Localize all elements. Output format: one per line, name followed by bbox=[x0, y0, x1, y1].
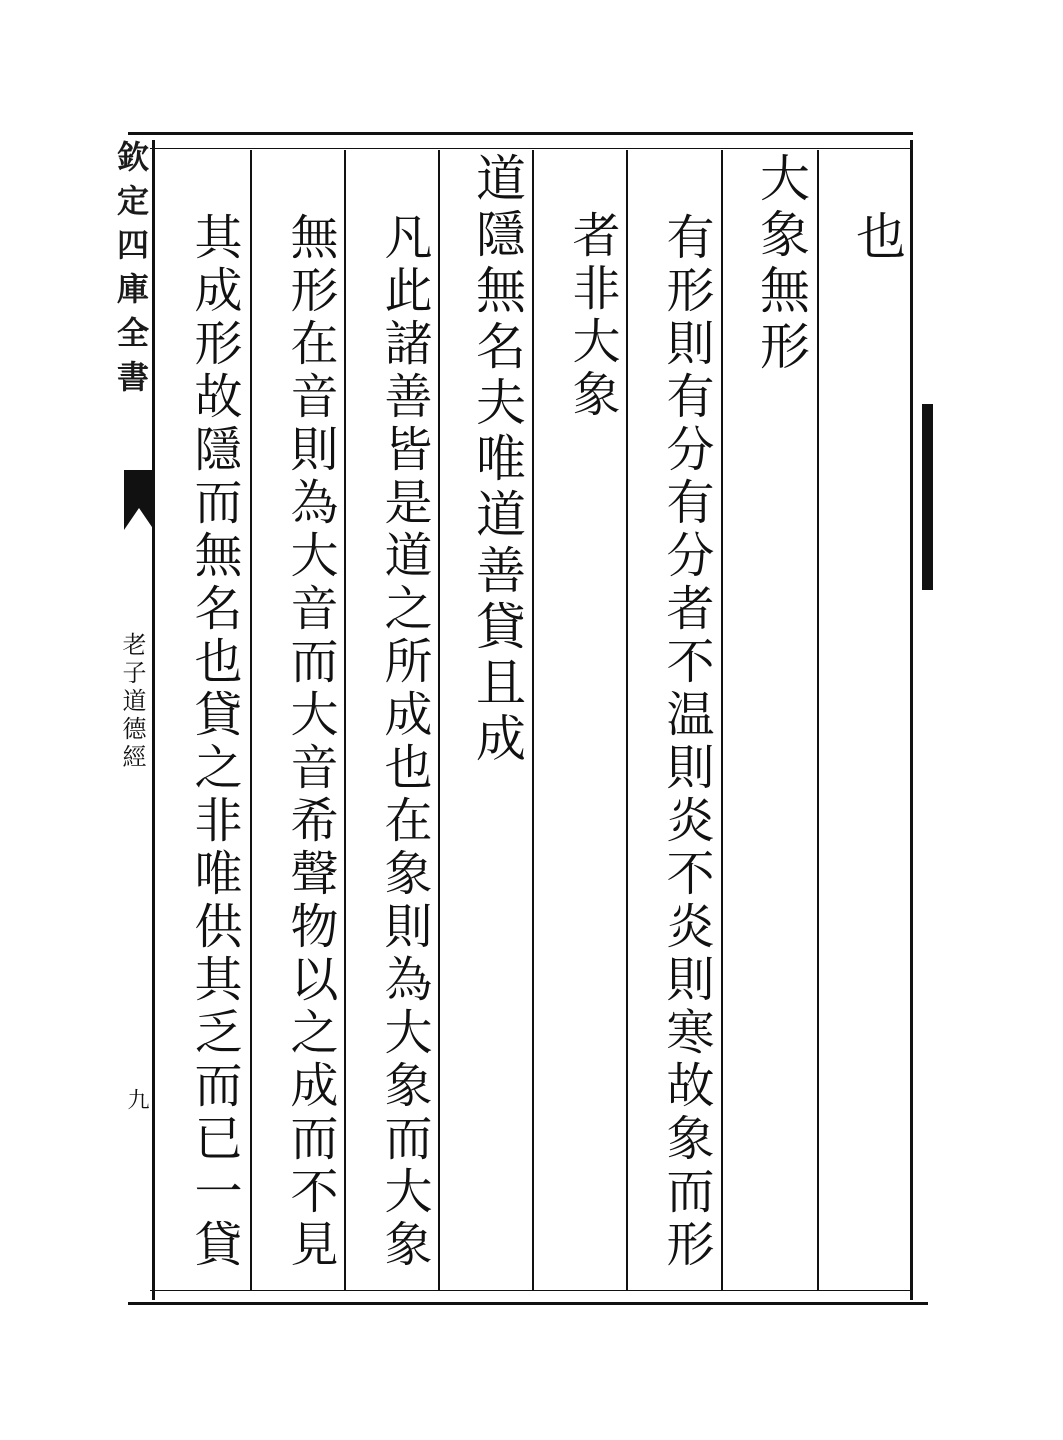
text-column-1: 也 bbox=[848, 210, 906, 266]
text-column-4: 者非大象 bbox=[564, 210, 620, 422]
page-number: 九 bbox=[124, 1088, 149, 1110]
book-title: 老子道德經 bbox=[118, 632, 146, 772]
text-column-8: 其成形故隱而無名也貸之非唯供其乏而已一貸 bbox=[186, 212, 242, 1272]
text-column-6: 凡此諸善皆是道之所成也在象則為大象而大象 bbox=[376, 212, 432, 1272]
column-divider bbox=[250, 150, 252, 1290]
column-divider bbox=[817, 150, 819, 1290]
right-border-rule bbox=[910, 140, 913, 1300]
column-divider bbox=[438, 150, 440, 1290]
fishtail-ornament bbox=[124, 470, 154, 530]
bottom-border-rule bbox=[128, 1302, 928, 1305]
text-column-3: 有形則有分有分者不温則炎不炎則寒故象而形 bbox=[658, 212, 714, 1272]
column-divider bbox=[721, 150, 723, 1290]
column-divider bbox=[532, 150, 534, 1290]
series-title: 欽定四庫全書 bbox=[112, 140, 150, 404]
top-inner-rule bbox=[150, 148, 913, 149]
column-divider bbox=[626, 150, 628, 1290]
column-divider bbox=[344, 150, 346, 1290]
text-column-5: 道隱無名夫唯道善貸且成 bbox=[468, 152, 526, 768]
text-column-7: 無形在音則為大音而大音希聲物以之成而不見 bbox=[282, 212, 338, 1272]
top-border-rule bbox=[128, 132, 913, 135]
binding-mark bbox=[922, 404, 933, 590]
text-column-2: 大象無形 bbox=[752, 152, 810, 376]
